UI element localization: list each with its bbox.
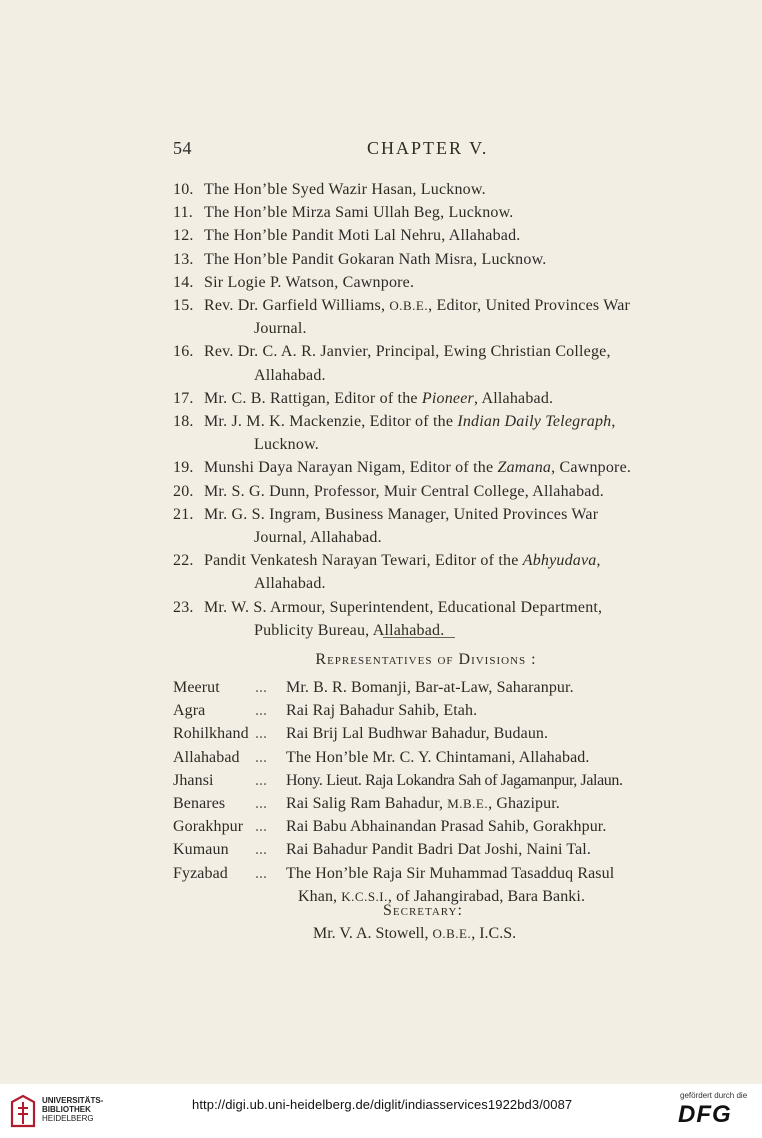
item-number: 11. [173, 204, 194, 222]
representative-row [173, 676, 693, 699]
item-number: 17. [173, 389, 194, 407]
page-number: 54 [173, 138, 192, 158]
library-logo-icon [8, 1094, 38, 1128]
representative-row [173, 815, 693, 838]
item-text [204, 503, 685, 549]
library-name-line: BIBLIOTHEK [42, 1105, 91, 1114]
secretary-name [313, 925, 516, 943]
honour-abbreviation: K.C.S.I. [341, 888, 388, 904]
representative-row [173, 722, 693, 745]
item-number: 16. [173, 343, 194, 361]
list-item [173, 340, 685, 386]
digitization-footer [0, 1084, 762, 1138]
division-name: Agra [173, 702, 206, 720]
item-text: The Hon’ble Syed Wazir Hasan, Lucknow. [204, 181, 486, 198]
item-continuation: Journal, Allahabad. [254, 529, 382, 547]
list-item [173, 224, 685, 247]
representative-row [173, 699, 693, 722]
list-item [173, 549, 685, 595]
item-text [204, 456, 685, 479]
representative-name-part: , of Jahangirabad, Bara Banki. [387, 887, 586, 905]
item-text [204, 387, 685, 410]
leader-dots: ... [255, 795, 267, 813]
representative-row [173, 792, 693, 815]
representative-name-part: Khan, [298, 887, 338, 905]
item-number: 19. [173, 459, 194, 477]
item-text-part: Rev. Dr. Garfield Williams, [204, 297, 386, 315]
representative-name: Rai Bahadur Pandit Badri Dat Joshi, Naini Tal. [286, 841, 591, 859]
representative-continuation [286, 885, 693, 908]
representative-name-part: The Hon’ble Raja Sir Muhammad Tasadduq Rasul [286, 864, 615, 882]
library-name-line: UNIVERSITÄTS- [42, 1096, 104, 1105]
item-number: 15. [173, 297, 194, 315]
list-item [173, 596, 685, 642]
member-list [173, 178, 685, 642]
leader-dots: ... [255, 864, 267, 882]
representative-name: Mr. B. R. Bomanji, Bar-at-Law, Saharanpur. [286, 679, 574, 696]
publication-title: Pioneer [421, 389, 474, 407]
item-number: 23. [173, 598, 194, 616]
item-text [204, 549, 685, 595]
division-name: Rohilkhand [173, 725, 249, 743]
list-item [173, 456, 685, 479]
item-text: The Hon’ble Pandit Moti Lal Nehru, Allahabad. [204, 227, 521, 245]
item-text-part: , [596, 552, 601, 570]
leader-dots: ... [255, 771, 267, 789]
item-text-part: , Allahabad. [473, 389, 554, 407]
item-number: 13. [173, 250, 194, 268]
representative-row [173, 746, 693, 769]
representatives-heading [0, 651, 762, 669]
item-number: 14. [173, 273, 194, 291]
leader-dots: ... [255, 841, 267, 859]
library-name [42, 1096, 103, 1123]
page-header [0, 138, 762, 164]
representative-name: Rai Brij Lal Budhwar Bahadur, Budaun. [286, 725, 549, 743]
leader-dots: ... [255, 702, 267, 720]
item-text: Mr. S. G. Dunn, Professor, Muir Central College, Allahabad. [204, 482, 605, 500]
representative-name-part: Rai Salig Ram Bahadur, [286, 795, 444, 813]
item-text: The Hon’ble Pandit Gokaran Nath Misra, Lucknow. [204, 250, 547, 268]
item-text-part: Rev. Dr. C. A. R. Janvier, Principal, Ewing Christian College, [204, 343, 611, 361]
honour-abbreviation: O.B.E. [432, 926, 472, 941]
list-item [173, 271, 685, 294]
leader-dots: ... [255, 725, 267, 743]
honour-abbreviation: O.B.E. [389, 298, 429, 314]
item-number: 20. [173, 482, 194, 500]
item-text [204, 294, 685, 340]
item-text-part: Munshi Daya Narayan Nigam, Editor of the [204, 459, 498, 477]
item-number: 18. [173, 413, 194, 431]
item-text: Sir Logie P. Watson, Cawnpore. [204, 273, 415, 291]
item-text: The Hon’ble Mirza Sami Ullah Beg, Lucknow. [204, 204, 514, 222]
honour-abbreviation: M.B.E. [447, 796, 489, 812]
division-name: Kumaun [173, 841, 229, 859]
item-number: 10. [173, 181, 194, 198]
publication-title: Zamana [497, 459, 552, 477]
item-text-part: Mr. W. S. Armour, Superintendent, Educational Department, [204, 598, 603, 616]
list-item [173, 178, 685, 201]
representative-name: The Hon’ble Mr. C. Y. Chintamani, Allahabad. [286, 748, 590, 766]
item-number: 12. [173, 227, 194, 245]
representative-name [286, 862, 693, 908]
item-continuation: Allahabad. [254, 575, 326, 593]
secretary-name-part: Mr. V. A. Stowell, [313, 925, 429, 942]
item-continuation: Allahabad. [254, 366, 326, 384]
item-continuation: Journal. [254, 320, 307, 338]
section-divider [383, 637, 455, 638]
representatives-list [173, 676, 693, 908]
representative-name: Hony. Lieut. Raja Lokandra Sah of Jagamanpur, Jalaun. [286, 771, 623, 789]
division-name: Jhansi [173, 771, 214, 789]
item-text-part: Mr. J. M. K. Mackenzie, Editor of the [204, 413, 458, 431]
representative-row [173, 838, 693, 861]
item-text-part: Mr. G. S. Ingram, Business Manager, United Provinces War [204, 505, 599, 523]
representative-name-part: , Ghazipur. [488, 795, 560, 813]
list-item [173, 201, 685, 224]
secretary-name-part: , I.C.S. [471, 925, 517, 942]
item-text [204, 596, 685, 642]
secretary-heading: Secretary: [383, 902, 463, 919]
list-item [173, 410, 685, 456]
list-item [173, 294, 685, 340]
representative-name: Rai Raj Bahadur Sahib, Etah. [286, 702, 478, 720]
list-item [173, 480, 685, 503]
list-item [173, 248, 685, 271]
representatives-heading-text: Representatives of Divisions : [315, 651, 537, 668]
publication-title: Abhyudava [522, 552, 597, 570]
item-continuation: Publicity Bureau, Allahabad. [254, 621, 445, 639]
leader-dots: ... [255, 748, 267, 766]
division-name: Allahabad [173, 748, 240, 766]
division-name: Benares [173, 795, 226, 813]
permalink-url[interactable]: http://digi.ub.uni-heidelberg.de/diglit/indiasservices1922bd3/0087 [192, 1097, 573, 1112]
funder-caption: gefördert durch die [680, 1091, 748, 1100]
item-text-part: Pandit Venkatesh Narayan Tewari, Editor of the [204, 552, 523, 570]
item-number: 21. [173, 505, 194, 523]
representative-row [173, 769, 693, 792]
library-name-line: HEIDELBERG [42, 1114, 94, 1123]
leader-dots: ... [255, 679, 267, 696]
list-item [173, 503, 685, 549]
item-text-part: , [611, 413, 616, 431]
leader-dots: ... [255, 818, 267, 836]
item-text [204, 340, 685, 386]
representative-name: Rai Babu Abhainandan Prasad Sahib, Gorakhpur. [286, 818, 607, 836]
representative-name [286, 792, 693, 815]
division-name: Fyzabad [173, 864, 228, 882]
dfg-logo: DFG [678, 1101, 732, 1128]
item-text [204, 410, 685, 456]
item-text-part: , Cawnpore. [551, 459, 632, 477]
chapter-title: CHAPTER V. [367, 138, 489, 158]
item-text-part: , Editor, United Provinces War [428, 297, 631, 315]
item-text-part: Mr. C. B. Rattigan, Editor of the [204, 389, 422, 407]
division-name: Gorakhpur [173, 818, 244, 836]
division-name: Meerut [173, 679, 220, 696]
list-item [173, 387, 685, 410]
item-number: 22. [173, 552, 194, 570]
publication-title: Indian Daily Telegraph [457, 413, 612, 431]
item-continuation: Lucknow. [254, 436, 319, 454]
